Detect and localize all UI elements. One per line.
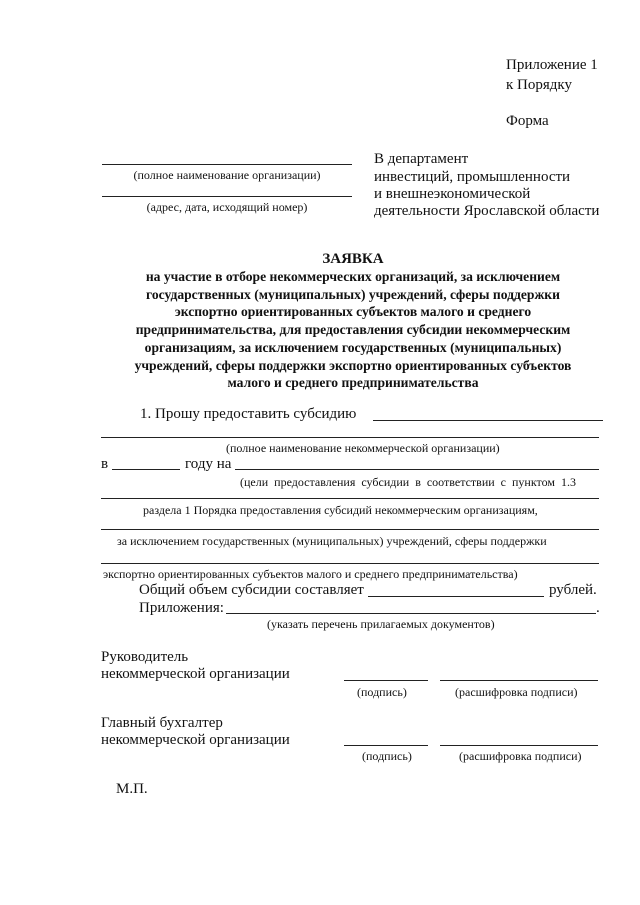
accountant-title-line-1: Главный бухгалтер [101, 715, 223, 731]
accountant-signature-field[interactable] [344, 745, 428, 746]
title-line: на участие в отборе некоммерческих организаций, за исключением [145, 269, 561, 284]
stamp-place: М.П. [116, 781, 148, 797]
accountant-decoding-caption: (расшифровка подписи) [459, 749, 582, 763]
purpose-line-4: экспортно ориентированных субъектов малого и среднего предпринимательства) [103, 567, 518, 581]
accountant-signature-caption: (подпись) [362, 749, 412, 763]
title-body [100, 268, 606, 392]
appendix-reference: к Порядку [506, 77, 572, 93]
head-title-line-1: Руководитель [101, 649, 189, 665]
title-line: учреждений, сферы поддержки экспортно ориентированных субъектов [134, 357, 572, 373]
total-label: Общий объем субсидии составляет [139, 582, 364, 598]
appendix-number: Приложение 1 [506, 57, 598, 73]
total-amount-field[interactable] [368, 596, 544, 597]
form-label: Форма [506, 113, 549, 129]
attachments-label: Приложения: [139, 600, 224, 616]
head-decoding-field[interactable] [440, 680, 598, 681]
head-signature-field[interactable] [344, 680, 428, 681]
org-name-caption: (полное наименование организации) [133, 168, 321, 182]
org-name-field[interactable] [102, 164, 352, 165]
address-caption: (адрес, дата, исходящий номер) [146, 200, 308, 214]
accountant-title-line-2: некоммерческой организации [101, 732, 290, 748]
nco-name-field[interactable] [101, 437, 599, 438]
purpose-line-2: раздела 1 Порядка предоставления субсидий некоммерческим организациям, [143, 503, 538, 517]
subsidy-field[interactable] [373, 420, 603, 421]
document-title: ЗАЯВКА [322, 251, 384, 267]
attachments-period: . [596, 600, 600, 616]
purpose-field[interactable] [235, 469, 599, 470]
title-line: предпринимательства, для предоставления субсидии некоммерческим [135, 322, 571, 338]
address-field[interactable] [102, 196, 352, 197]
request-text: 1. Прошу предоставить субсидию [140, 406, 357, 422]
title-line: государственных (муниципальных) учреждений, сферы поддержки [146, 286, 560, 302]
currency-label: рублей. [549, 582, 597, 598]
title-line: экспортно ориентированных субъектов малого и среднего [174, 304, 532, 320]
head-title-line-2: некоммерческой организации [101, 666, 290, 682]
attachments-caption: (указать перечень прилагаемых документов) [267, 617, 495, 631]
recipient-line-1: В департамент [374, 151, 469, 167]
purpose-field-3[interactable] [101, 529, 599, 530]
recipient-line-3: и внешнеэкономической [374, 186, 531, 202]
in-label: в [101, 456, 109, 472]
year-label: году на [185, 456, 232, 472]
recipient-line-4: деятельности Ярославской области [374, 203, 600, 219]
purpose-field-4[interactable] [101, 563, 599, 564]
title-line: малого и среднего предпринимательства [227, 375, 479, 391]
year-field[interactable] [112, 469, 180, 470]
purpose-field-2[interactable] [101, 498, 599, 499]
purpose-line-3: за исключением государственных (муниципальных) учреждений, сферы поддержки [117, 534, 547, 548]
attachments-field[interactable] [226, 613, 596, 614]
nco-name-caption: (полное наименование некоммерческой организации) [226, 441, 500, 455]
recipient-line-2: инвестиций, промышленности [374, 169, 571, 185]
accountant-decoding-field[interactable] [440, 745, 598, 746]
head-decoding-caption: (расшифровка подписи) [455, 685, 578, 699]
head-signature-caption: (подпись) [357, 685, 407, 699]
purpose-caption: (цели предоставления субсидии в соответствии с пунктом 1.3 [240, 475, 576, 489]
title-line: организациям, за исключением государственных (муниципальных) [144, 339, 562, 355]
